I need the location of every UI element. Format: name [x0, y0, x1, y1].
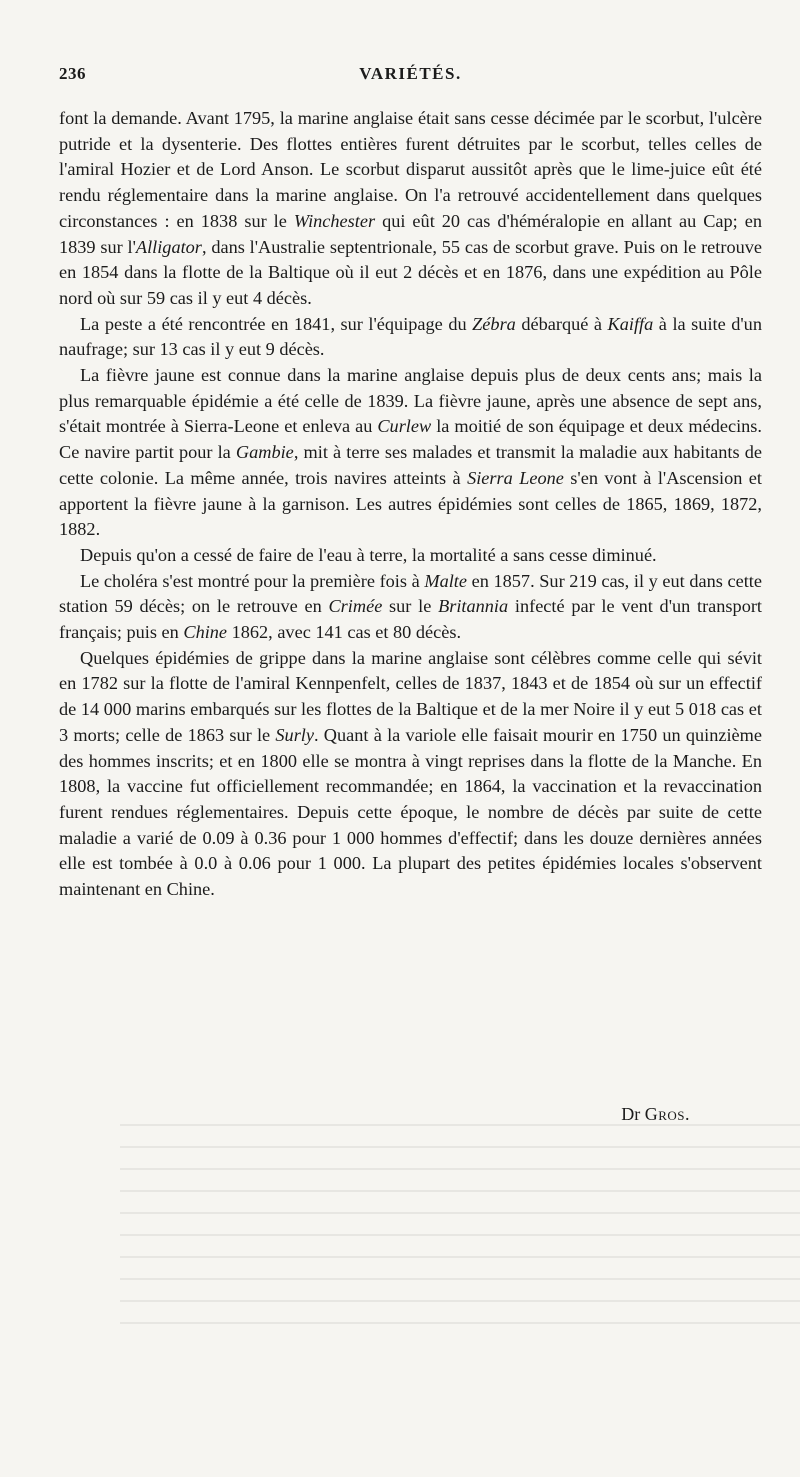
ship-name: Curlew [377, 416, 432, 437]
paragraph-scurvy [59, 106, 762, 312]
text-run: . Quant à la variole elle faisait mourir en 1750 un quinzième des hommes inscrits; et en 1800 elle se montra à vingt reprises dans la flotte de la Manche. En 1808, la vaccine fut officiellement recommandée; en 1864, la vaccination et la revaccination furent rendues réglementaires. Depuis cette époque, le nombre de décès par suite de cette maladie a varié de 0.09 à 0.36 pour 1 000 hommes d'effectif; dans les douze dernières années elle est tombée à 0.0 à 0.06 pour 1 000. La plupart des petites épidémies locales s'observent maintenant en Chine. [59, 724, 762, 900]
ship-name: Alligator [135, 236, 202, 257]
ship-name: Zébra [472, 313, 516, 334]
signature-prefix: Dr [621, 1104, 641, 1124]
page-number: 236 [59, 64, 86, 83]
text-run: Le choléra s'est montré pour la première fois à [80, 570, 425, 591]
text-run: Depuis qu'on a cessé de faire de l'eau à terre, la mortalité a sans cesse diminué. [80, 544, 657, 565]
text-run: s'en vont à l'Ascension et apportent la fièvre jaune à la garnison. Les autres épidémies sont celles de 1865, 1869, 1872, 1882. [59, 467, 763, 540]
ship-name: Britannia [438, 596, 509, 617]
text-run: en 1857. Sur 219 cas, il y eut dans cette station 59 décès; on le retrouve en [59, 570, 762, 617]
text-run: La fièvre jaune est connue dans la marine anglaise depuis plus de deux cents ans; mais la plus remarquable épidémie a été celle de 1839. La fièvre jaune, après une absence de sept ans, s'était montrée à Sierra-Leone et enleva au [59, 365, 762, 437]
paragraph-yellow-fever [59, 363, 762, 543]
place-name: Crimée [328, 596, 383, 617]
text-run: , dans l'Australie septentrionale, 55 cas de scorbut grave. Puis on le retrouve en 1854 dans la flotte de la Baltique où il eut 2 décès et en 1876, dans une expédition au Pôle nord où sur 59 cas il y eut 4 décès. [59, 236, 762, 308]
paragraph-cholera [59, 569, 762, 646]
text-run: qui eût 20 cas d'héméralopie en allant au Cap; en 1839 sur l' [59, 210, 762, 257]
running-title: VARIÉTÉS. [359, 64, 462, 83]
text-run: 1862, avec 141 cas et 80 décès. [227, 622, 462, 643]
place-name: Kaiffa [607, 313, 654, 334]
text-run: La peste a été rencontrée en 1841, sur l'équipage du [80, 313, 473, 334]
text-run: Quelques épidémies de grippe dans la marine anglaise sont célèbres comme celle qui sévit en 1782 sur la flotte de l'amiral Kennpenfelt, celles de 1837, 1843 et de 1854 où sur un effectif de 14 000 marins embarqués sur les flottes de la Baltique et de la mer Noire il y eut 5 018 cas et 3 morts; celle de 1863 sur le [59, 647, 762, 745]
text-run: la moitié de son équipage et deux médecins. Ce navire partit pour la [59, 416, 762, 463]
signature-name: Gros. [644, 1104, 690, 1124]
text-run: sur le [382, 596, 439, 617]
ship-name: Surly [275, 724, 314, 745]
text-run: font la demande. Avant 1795, la marine anglaise était sans cesse décimée par le scorbut, l'ulcère putride et la dysenterie. Des flottes entières furent détruites par le scorbut, telles celles de l'amiral Hozier et de Lord Anson. Le scorbut disparut aussitôt après que le lime-juice eût été rendu réglementaire dans la marine anglaise. On l'a retrouvé accidentellement dans quelques circonstances : en 1838 sur le [59, 108, 762, 231]
place-name: Malte [424, 570, 468, 591]
paragraph-influenza-smallpox [59, 646, 762, 903]
ship-name: Winchester [293, 210, 376, 231]
text-run: infecté par le vent d'un transport français; puis en [59, 596, 762, 643]
place-name: Chine [183, 622, 228, 643]
page-header [59, 64, 762, 94]
place-name: Sierra Leone [467, 467, 564, 488]
paragraph-mortality [59, 543, 762, 569]
text-run: à la suite d'un naufrage; sur 13 cas il y eut 9 décès. [59, 313, 762, 360]
paragraph-plague [59, 312, 762, 363]
show-through-texture [120, 1110, 800, 1340]
article-body [59, 106, 762, 903]
place-name: Gambie [235, 442, 294, 463]
text-run: débarqué à [515, 313, 608, 334]
text-run: , mit à terre ses malades et transmit la maladie aux habitants de cette colonie. La même année, trois navires atteints à [59, 442, 762, 488]
